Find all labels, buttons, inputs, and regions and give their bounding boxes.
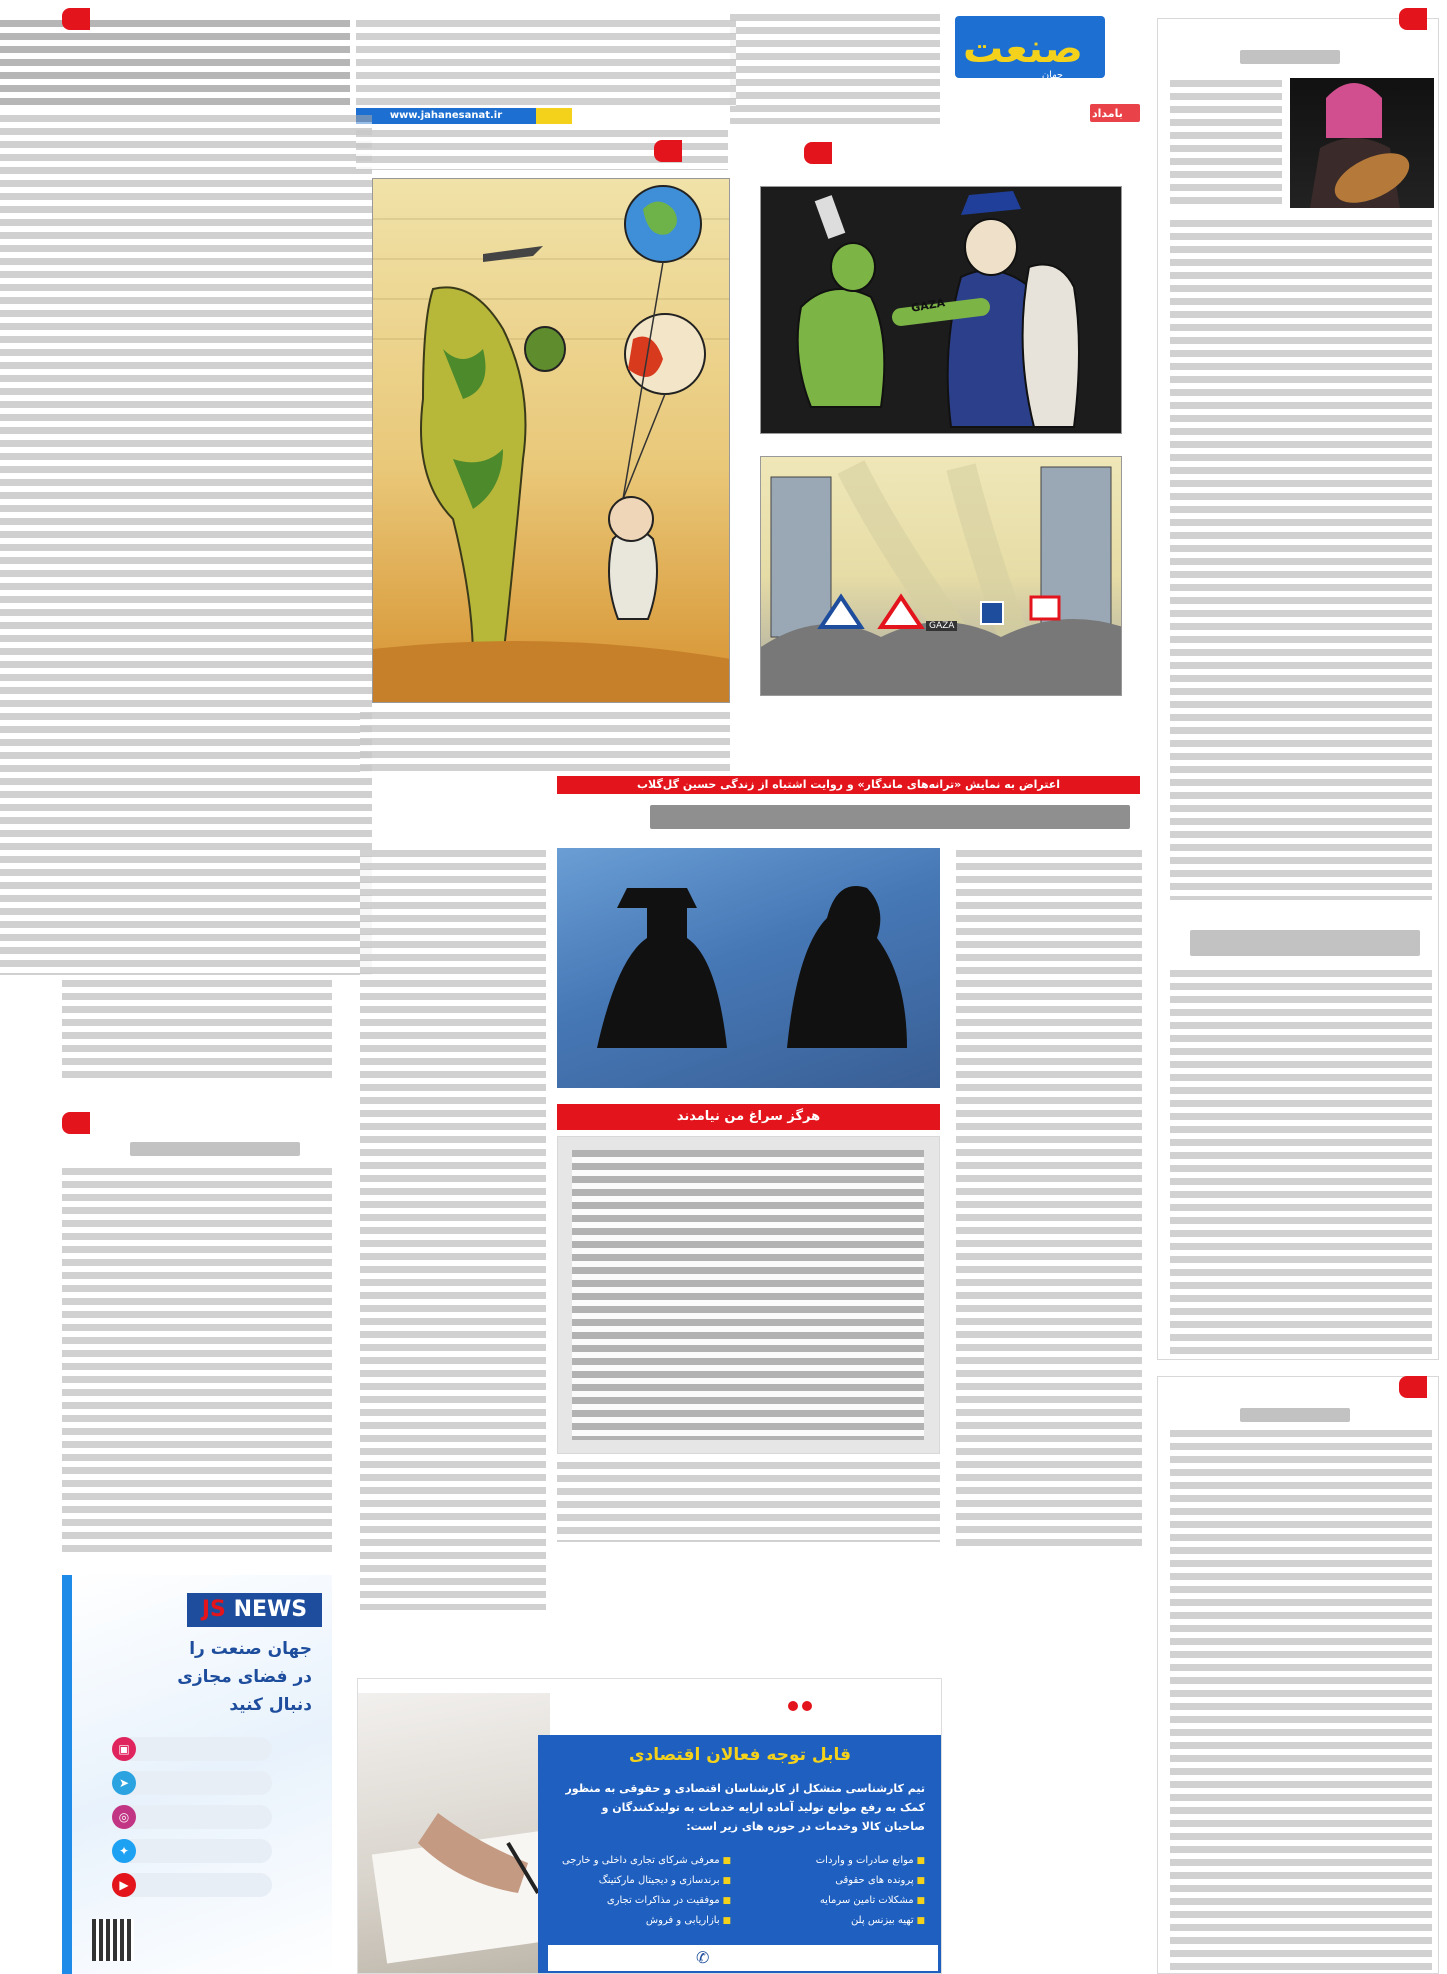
left-heading [130,1142,300,1156]
ad-title: قابل توجه فعالان اقتصادی [628,1745,851,1765]
feature-text-right [956,850,1142,1550]
feature-text-bottom [557,1462,940,1542]
feature-subhead-bar: هرگز سراغ من نیامدند [557,1104,940,1130]
telegram-icon: ➤ [112,1771,136,1795]
social-row-twitter[interactable] [112,1839,272,1863]
js-line-3: دنبال کنید [229,1695,312,1715]
right-lower-tab [1399,1376,1427,1398]
right-section-tab [1399,8,1427,30]
ad-list-item: ■ معرفی شرکای تجاری داخلی و خارجی [541,1851,731,1871]
js-news-ad[interactable] [62,1575,332,1974]
ad-list-item: ■ تهیه بیزنس پلن [735,1911,925,1931]
cartoon-gaza-figures [760,186,1122,434]
aparat-icon: ▣ [112,1737,136,1761]
ad-list-item: ■ موانع صادرات و واردات [735,1851,925,1871]
social-row-youtube[interactable] [112,1873,272,1897]
youtube-icon: ▶ [112,1873,136,1897]
ad-list-left [541,1851,731,1931]
left-mid-column [360,850,546,1610]
right-subheading [1190,930,1420,956]
feature-headline-bar: اعتراض به نمایش «ترانه‌های ماندگار» و روایت اشتباه از زندگی حسین گل‌گلاب [557,776,1140,794]
ad-list-item: ■ پرونده های حقوقی [735,1871,925,1891]
twitter-icon: ✦ [112,1839,136,1863]
ad-logo-area [788,1691,928,1721]
right-text-a [1170,80,1282,210]
right-lower-heading [1240,1408,1350,1422]
ad-list-item: ■ بازاریابی و فروش [541,1911,731,1931]
ad-photo-writing [358,1693,550,1974]
right-text-b [1170,220,1432,900]
ad-list-item: ■ برندسازی و دیجیتال مارکتینگ [541,1871,731,1891]
ad-body: تیم کارشناسی متشکل از کارشناسان اقتصادی و حقوقی به منظور کمک به رفع موانع تولید آماده ارایه خدمات به تولیدکنندگان و صاحبان کالا وخدمات در حوزه های زیر است: [565,1782,925,1833]
feature-title [650,805,1130,829]
left-text-a [62,980,332,1080]
instagram-icon: ◎ [112,1805,136,1829]
musician-photo [1290,78,1434,208]
feature-photo [557,848,940,1088]
js-line-2: در فضای مجازی [177,1667,312,1687]
masthead-info-block [730,14,940,124]
gaza-label: GAZA [910,296,946,315]
cartoon-caption [360,712,730,772]
logo-prefix: جهان [1041,70,1063,81]
social-row-instagram[interactable] [112,1805,272,1829]
distorted-text-column [0,115,372,975]
right-lower-text [1170,1430,1432,1970]
ad-list-item: ■ موفقیت در مذاکرات تجاری [541,1891,731,1911]
right-heading [1240,50,1340,64]
masthead [955,8,1145,81]
phone-icon: ✆ [696,1948,710,1967]
section-tab [62,8,90,30]
gaza-sign: GAZA [926,621,957,631]
newspaper-logo [955,16,1105,81]
js-line-1: جهان صنعت را [189,1639,312,1659]
right-text-c [1170,970,1432,1355]
contact-block [356,20,736,106]
ad-contact-bar [548,1945,938,1971]
cartoon-tab-2 [804,142,832,164]
edition-label: بامداد [1092,107,1123,120]
economic-services-ad[interactable] [357,1678,942,1974]
ad-list-right [735,1851,925,1931]
left-text-b [62,1168,332,1558]
website-url[interactable]: www.jahanesanat.ir [356,108,536,124]
js-news-logo: JS NEWS [187,1593,322,1627]
social-row-telegram[interactable] [112,1771,272,1795]
social-row-aparat[interactable] [112,1737,272,1761]
qr-code[interactable] [92,1919,134,1961]
feature-boxed-lines [572,1150,924,1440]
logo-text: صنعت [963,26,1083,72]
cartoon-gaza-rubble [760,456,1122,696]
js-news-tagline [82,1635,312,1719]
cartoon-soldier-child [372,178,730,703]
ad-list-item: ■ مشکلات تامین سرمایه [735,1891,925,1911]
cartoon-tab [654,140,682,162]
imprint-block [0,20,350,110]
left-section-tab [62,1112,90,1134]
